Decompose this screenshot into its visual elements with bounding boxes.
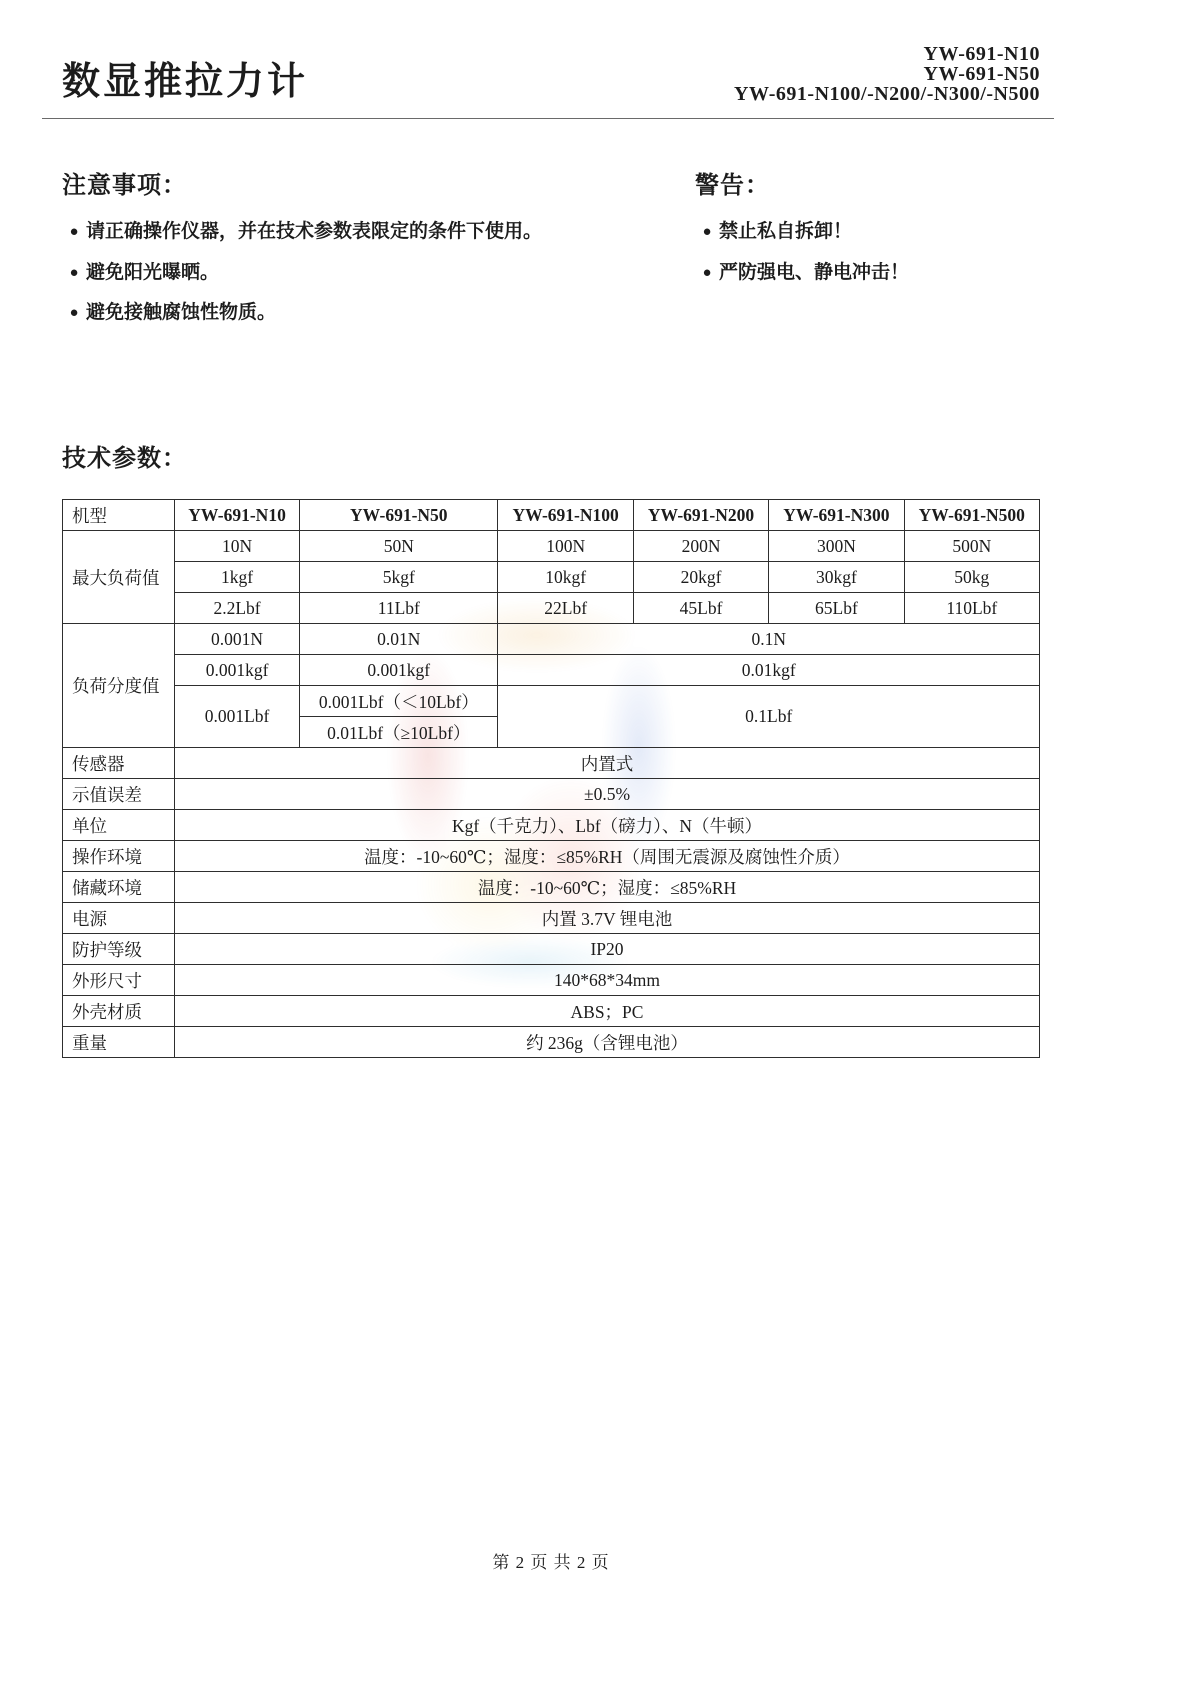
table-row — [63, 934, 1040, 965]
spec-label-cell: 储藏环境 — [63, 872, 175, 903]
spec-cell: 0.1N — [498, 624, 1040, 655]
table-row — [63, 810, 1040, 841]
model-line: YW-691-N50 — [923, 63, 1040, 85]
spec-cell: 2.2Lbf — [175, 593, 300, 624]
spec-cell: 100N — [498, 531, 633, 562]
spec-cell: ±0.5% — [175, 779, 1040, 810]
spec-label-cell: 机型 — [63, 500, 175, 531]
spec-cell: 约 236g（含锂电池） — [175, 1027, 1040, 1058]
spec-cell: 50kg — [904, 562, 1039, 593]
spec-cell: 温度：-10~60℃；湿度：≤85%RH — [175, 872, 1040, 903]
spec-label-cell: 外壳材质 — [63, 996, 175, 1027]
bullet-icon: ● — [69, 264, 79, 281]
bullet-icon: ● — [702, 224, 712, 240]
spec-label-cell: 最大负荷值 — [63, 531, 175, 624]
spec-cell: ABS；PC — [175, 996, 1040, 1027]
table-row — [63, 903, 1040, 934]
spec-cell: 200N — [633, 531, 768, 562]
header-divider — [42, 118, 1054, 119]
warning-text: 禁止私自拆卸！ — [719, 221, 853, 242]
model-list — [734, 44, 1040, 104]
spec-cell: IP20 — [175, 934, 1040, 965]
spec-cell: 内置 3.7V 锂电池 — [175, 903, 1040, 934]
spec-cell: 10N — [175, 531, 300, 562]
spec-label-cell: 传感器 — [63, 748, 175, 779]
spec-cell: 300N — [769, 531, 904, 562]
page-content — [62, 0, 1040, 1058]
spec-cell: 11Lbf — [300, 593, 498, 624]
spec-cell: 22Lbf — [498, 593, 633, 624]
warning-text: 严防强电、静电冲击！ — [719, 261, 910, 283]
spec-cell: 0.001N — [175, 624, 300, 655]
model-header-cell: YW-691-N50 — [300, 500, 498, 531]
spec-cell: 45Lbf — [633, 593, 768, 624]
spec-cell: 65Lbf — [769, 593, 904, 624]
spec-cell: 0.1Lbf — [498, 686, 1040, 748]
model-header-cell: YW-691-N100 — [498, 500, 633, 531]
warning-item — [695, 261, 1040, 286]
notes-warnings-section — [62, 165, 1040, 342]
specs-table — [62, 499, 1040, 1058]
spec-cell: 20kgf — [633, 562, 768, 593]
table-row — [63, 841, 1040, 872]
spec-cell: 50N — [300, 531, 498, 562]
spec-cell: 内置式 — [175, 748, 1040, 779]
spec-cell: 0.001Lbf — [175, 686, 300, 748]
note-item — [62, 261, 695, 286]
spec-label-cell: 防护等级 — [63, 934, 175, 965]
table-row — [63, 872, 1040, 903]
spec-cell: Kgf（千克力）、Lbf（磅力）、N（牛顿） — [175, 810, 1040, 841]
notes-section — [62, 165, 695, 342]
spec-cell: 500N — [904, 531, 1039, 562]
bullet-icon: ● — [702, 264, 712, 281]
spec-cell: 0.01kgf — [498, 655, 1040, 686]
note-text: 避免接触腐蚀性物质。 — [86, 302, 277, 324]
spec-cell: 110Lbf — [904, 593, 1039, 624]
spec-cell: 5kgf — [300, 562, 498, 593]
warnings-list — [695, 220, 1040, 285]
warning-item — [695, 220, 1040, 245]
note-text: 请正确操作仪器，并在技术参数表限定的条件下使用。 — [86, 221, 543, 242]
table-header-row — [63, 500, 1040, 531]
table-row — [63, 624, 1040, 655]
spec-cell: 0.01Lbf（≥10Lbf） — [300, 717, 498, 748]
spec-cell: 30kgf — [769, 562, 904, 593]
table-row — [63, 531, 1040, 562]
note-item — [62, 301, 695, 326]
table-row — [63, 562, 1040, 593]
table-row — [63, 748, 1040, 779]
spec-label-cell: 示值误差 — [63, 779, 175, 810]
notes-list — [62, 220, 695, 326]
table-row — [63, 1027, 1040, 1058]
note-text: 避免阳光曝晒。 — [86, 261, 220, 283]
spec-label-cell: 操作环境 — [63, 841, 175, 872]
model-header-cell: YW-691-N300 — [769, 500, 904, 531]
spec-label-cell: 单位 — [63, 810, 175, 841]
spec-label-cell: 电源 — [63, 903, 175, 934]
spec-cell: 0.001kgf — [300, 655, 498, 686]
warnings-heading: 警告： — [695, 173, 770, 199]
bullet-icon: ● — [69, 305, 79, 322]
table-row — [63, 686, 1040, 717]
model-header-cell: YW-691-N500 — [904, 500, 1039, 531]
spec-cell: 1kgf — [175, 562, 300, 593]
model-line: YW-691-N100/-N200/-N300/-N500 — [734, 83, 1040, 105]
spec-cell: 0.01N — [300, 624, 498, 655]
model-line: YW-691-N10 — [923, 43, 1040, 65]
spec-cell: 10kgf — [498, 562, 633, 593]
spec-cell: 温度：-10~60℃；湿度：≤85%RH（周围无震源及腐蚀性介质） — [175, 841, 1040, 872]
note-item — [62, 220, 695, 245]
notes-heading: 注意事项： — [62, 173, 187, 199]
warnings-section — [695, 165, 1040, 342]
spec-cell: 0.001Lbf（＜10Lbf） — [300, 686, 498, 717]
spec-label-cell: 负荷分度值 — [63, 624, 175, 748]
spec-cell: 0.001kgf — [175, 655, 300, 686]
model-header-cell: YW-691-N200 — [633, 500, 768, 531]
table-row — [63, 996, 1040, 1027]
model-header-cell: YW-691-N10 — [175, 500, 300, 531]
table-row — [63, 779, 1040, 810]
spec-cell: 140*68*34mm — [175, 965, 1040, 996]
table-row — [63, 965, 1040, 996]
footer-page-number: 第 2 页 共 2 页 — [492, 1553, 610, 1572]
spec-label-cell: 外形尺寸 — [63, 965, 175, 996]
table-row — [63, 655, 1040, 686]
specs-heading: 技术参数： — [62, 446, 187, 473]
doc-header — [62, 0, 1040, 104]
table-row — [63, 593, 1040, 624]
doc-title: 数显推拉力计 — [62, 61, 309, 104]
bullet-icon: ● — [69, 224, 79, 240]
spec-label-cell: 重量 — [63, 1027, 175, 1058]
